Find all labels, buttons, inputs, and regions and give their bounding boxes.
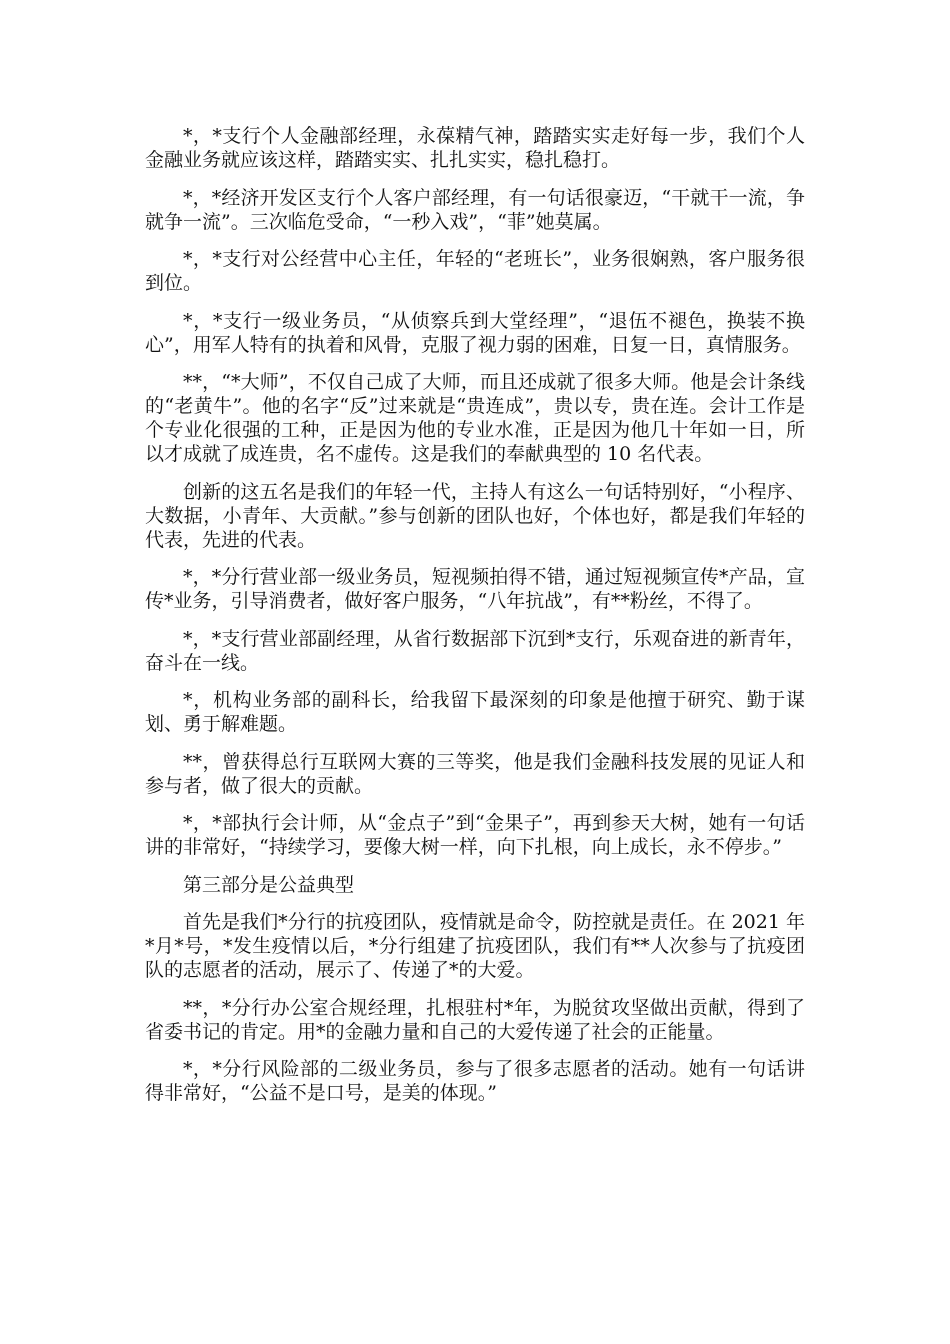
paragraph: *，*支行营业部副经理，从省行数据部下沉到*支行，乐观奋进的新青年，奋斗在一线。 xyxy=(145,627,805,674)
paragraph: *，*支行对公经营中心主任，年轻的“老班长”，业务很娴熟，客户服务很到位。 xyxy=(145,248,805,294)
paragraph: *，*分行风险部的二级业务员，参与了很多志愿者的活动。她有一句话讲得非常好，“公益不是口号，是美的体现。” xyxy=(145,1058,805,1104)
section-heading: 第三部分是公益典型 xyxy=(183,873,355,896)
paragraph: **，“*大师”，不仅自己成了大师，而且还成就了很多大师。他是会计条线的“老黄牛”。他的名字“反”过来就是“贵连成”，贵以专，贵在连。会计工作是个专业化很强的工种，正是因为他的专业水准，正是因为他几十年如一日，所以才成就了成连贵，名不虚传。这是我们的奉献典型的 10 名代表。 xyxy=(145,371,805,465)
paragraph: *，*支行个人金融部经理，永葆精气神，踏踏实实走好每一步，我们个人金融业务就应该这样，踏踏实实、扎扎实实，稳扎稳打。 xyxy=(145,125,805,171)
paragraph: **，曾获得总行互联网大赛的三等奖，他是我们金融科技发展的见证人和参与者，做了很大的贡献。 xyxy=(145,750,805,797)
paragraph: **，*分行办公室合规经理，扎根驻村*年，为脱贫攻坚做出贡献，得到了省委书记的肯定。用*的金融力量和自己的大爱传递了社会的正能量。 xyxy=(145,996,805,1043)
paragraph: *，*部执行会计师，从“金点子”到“金果子”，再到参天大树，她有一句话讲的非常好，“持续学习，要像大树一样，向下扎根，向上成长，永不停步。” xyxy=(145,812,805,858)
paragraph: *，*经济开发区支行个人客户部经理，有一句话很豪迈，“干就干一流，争就争一流”。三次临危受命，“一秒入戏”，“菲”她莫属。 xyxy=(145,186,805,233)
paragraph: 创新的这五名是我们的年轻一代，主持人有这么一句话特别好，“小程序、大数据，小青年、大贡献。”参与创新的团队也好，个体也好，都是我们年轻的代表，先进的代表。 xyxy=(145,480,805,551)
paragraph: *，机构业务部的副科长，给我留下最深刻的印象是他擅于研究、勤于谋划、勇于解难题。 xyxy=(145,689,805,735)
paragraph: *，*分行营业部一级业务员，短视频拍得不错，通过短视频宣传*产品，宣传*业务，引导消费者，做好客户服务，“八年抗战”，有**粉丝，不得了。 xyxy=(145,566,805,612)
paragraph: *，*支行一级业务员，“从侦察兵到大堂经理”，“退伍不褪色，换装不换心”，用军人特有的执着和风骨，克服了视力弱的困难，日复一日，真情服务。 xyxy=(145,309,805,356)
document-page xyxy=(145,124,805,1119)
paragraph: 首先是我们*分行的抗疫团队，疫情就是命令，防控就是责任。在 2021 年*月*号，*发生疫情以后，*分行组建了抗疫团队，我们有**人次参与了抗疫团队的志愿者的活动，展示了、传递了*的大爱。 xyxy=(145,911,805,981)
